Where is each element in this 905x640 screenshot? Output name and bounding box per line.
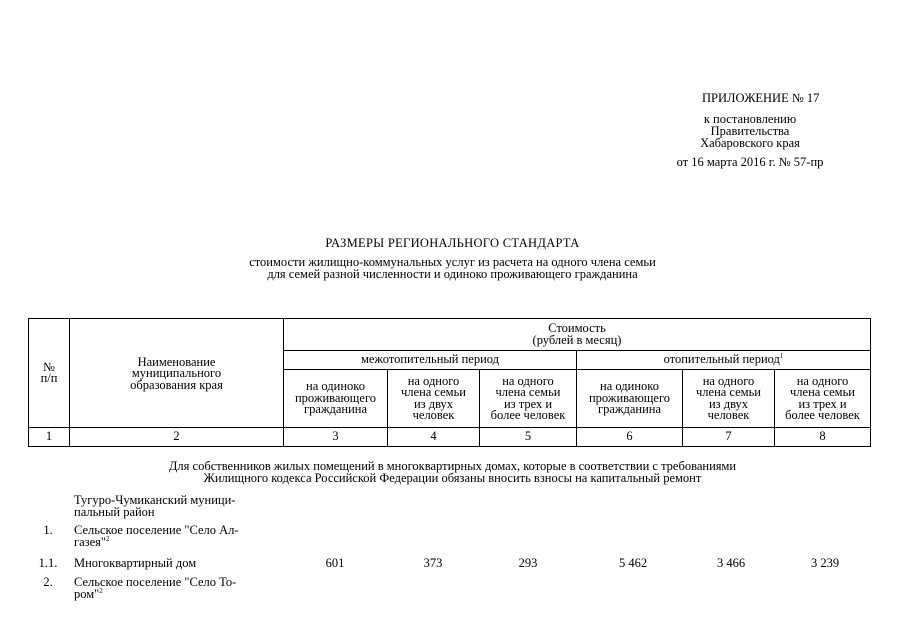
column-number: 4 bbox=[388, 428, 480, 447]
header-three-inter: на одного члена семьи из трех и более человек bbox=[480, 370, 577, 428]
row-name: Многоквартирный дом bbox=[74, 556, 197, 570]
subtitle-line-1: стоимости жилищно-коммунальных услуг из расчета на одного члена семьи bbox=[249, 255, 656, 269]
appendix-date: от 16 марта 2016 г. № 57-пр bbox=[676, 155, 824, 169]
subtitle-line-2: для семей разной численности и одиноко проживающего гражданина bbox=[267, 267, 638, 281]
appendix-line-3: Хабаровского края bbox=[700, 136, 800, 150]
header-municipality: Наименование муниципального образования края bbox=[70, 319, 284, 428]
row-name: Сельское поселение "Село Ал- газея"$^2$ bbox=[74, 523, 239, 549]
value-single-heating: 5 462 bbox=[618, 556, 648, 570]
column-number: 5 bbox=[480, 428, 577, 447]
row-name: Сельское поселение "Село То- ром"$^2$ bbox=[74, 575, 237, 601]
appendix-number: ПРИЛОЖЕНИЕ № 17 bbox=[702, 91, 820, 105]
column-number: 3 bbox=[284, 428, 388, 447]
header-cost: Стоимость (рублей в месяц) bbox=[284, 319, 871, 351]
section-heading-line-1: Для собственников жилых помещений в многоквартирных домах, которые в соответствии с требованиями bbox=[168, 459, 737, 473]
value-three-heating: 3 239 bbox=[810, 556, 840, 570]
document-subtitle bbox=[0, 256, 905, 280]
value-two-heating: 3 466 bbox=[716, 556, 746, 570]
column-number-row bbox=[29, 428, 871, 447]
standards-table-header bbox=[28, 318, 871, 447]
header-three-heating: на одного члена семьи из трех и более человек bbox=[775, 370, 871, 428]
header-two-inter: на одного члена семьи из двух человек bbox=[388, 370, 480, 428]
appendix-line-2: Правительства bbox=[710, 124, 790, 138]
header-two-heating: на одного члена семьи из двух человек bbox=[683, 370, 775, 428]
column-number: 1 bbox=[29, 428, 70, 447]
value-two-inter: 373 bbox=[423, 556, 443, 570]
row-number: 1. bbox=[43, 523, 53, 537]
column-number: 7 bbox=[683, 428, 775, 447]
header-single-heating: на одиноко проживающего гражданина bbox=[577, 370, 683, 428]
row-number: 1.1. bbox=[38, 556, 58, 570]
footnote-mark: 2 bbox=[106, 534, 110, 543]
column-number: 8 bbox=[775, 428, 871, 447]
section-heading bbox=[0, 460, 905, 484]
header-single-inter: на одиноко проживающего гражданина bbox=[284, 370, 388, 428]
appendix-reference bbox=[640, 113, 860, 149]
section-heading-line-2: Жилищного кодекса Российской Федерации обязаны вносить взносы на капитальный ремонт bbox=[203, 471, 702, 485]
value-three-inter: 293 bbox=[518, 556, 538, 570]
column-number: 2 bbox=[70, 428, 284, 447]
header-heating-period: отопительный период$^1$ bbox=[577, 351, 871, 370]
row-number: 2. bbox=[43, 575, 53, 589]
column-number: 6 bbox=[577, 428, 683, 447]
value-single-inter: 601 bbox=[325, 556, 345, 570]
row-name: Тугуро-Чумиканский муници- пальный район bbox=[74, 493, 236, 519]
footnote-mark: 2 bbox=[99, 586, 103, 595]
header-row-number: № п/п bbox=[29, 319, 70, 428]
header-inter-heating-period: межотопительный период bbox=[284, 351, 577, 370]
document-title: РАЗМЕРЫ РЕГИОНАЛЬНОГО СТАНДАРТА bbox=[325, 236, 580, 250]
appendix-line-1: к постановлению bbox=[703, 112, 797, 126]
